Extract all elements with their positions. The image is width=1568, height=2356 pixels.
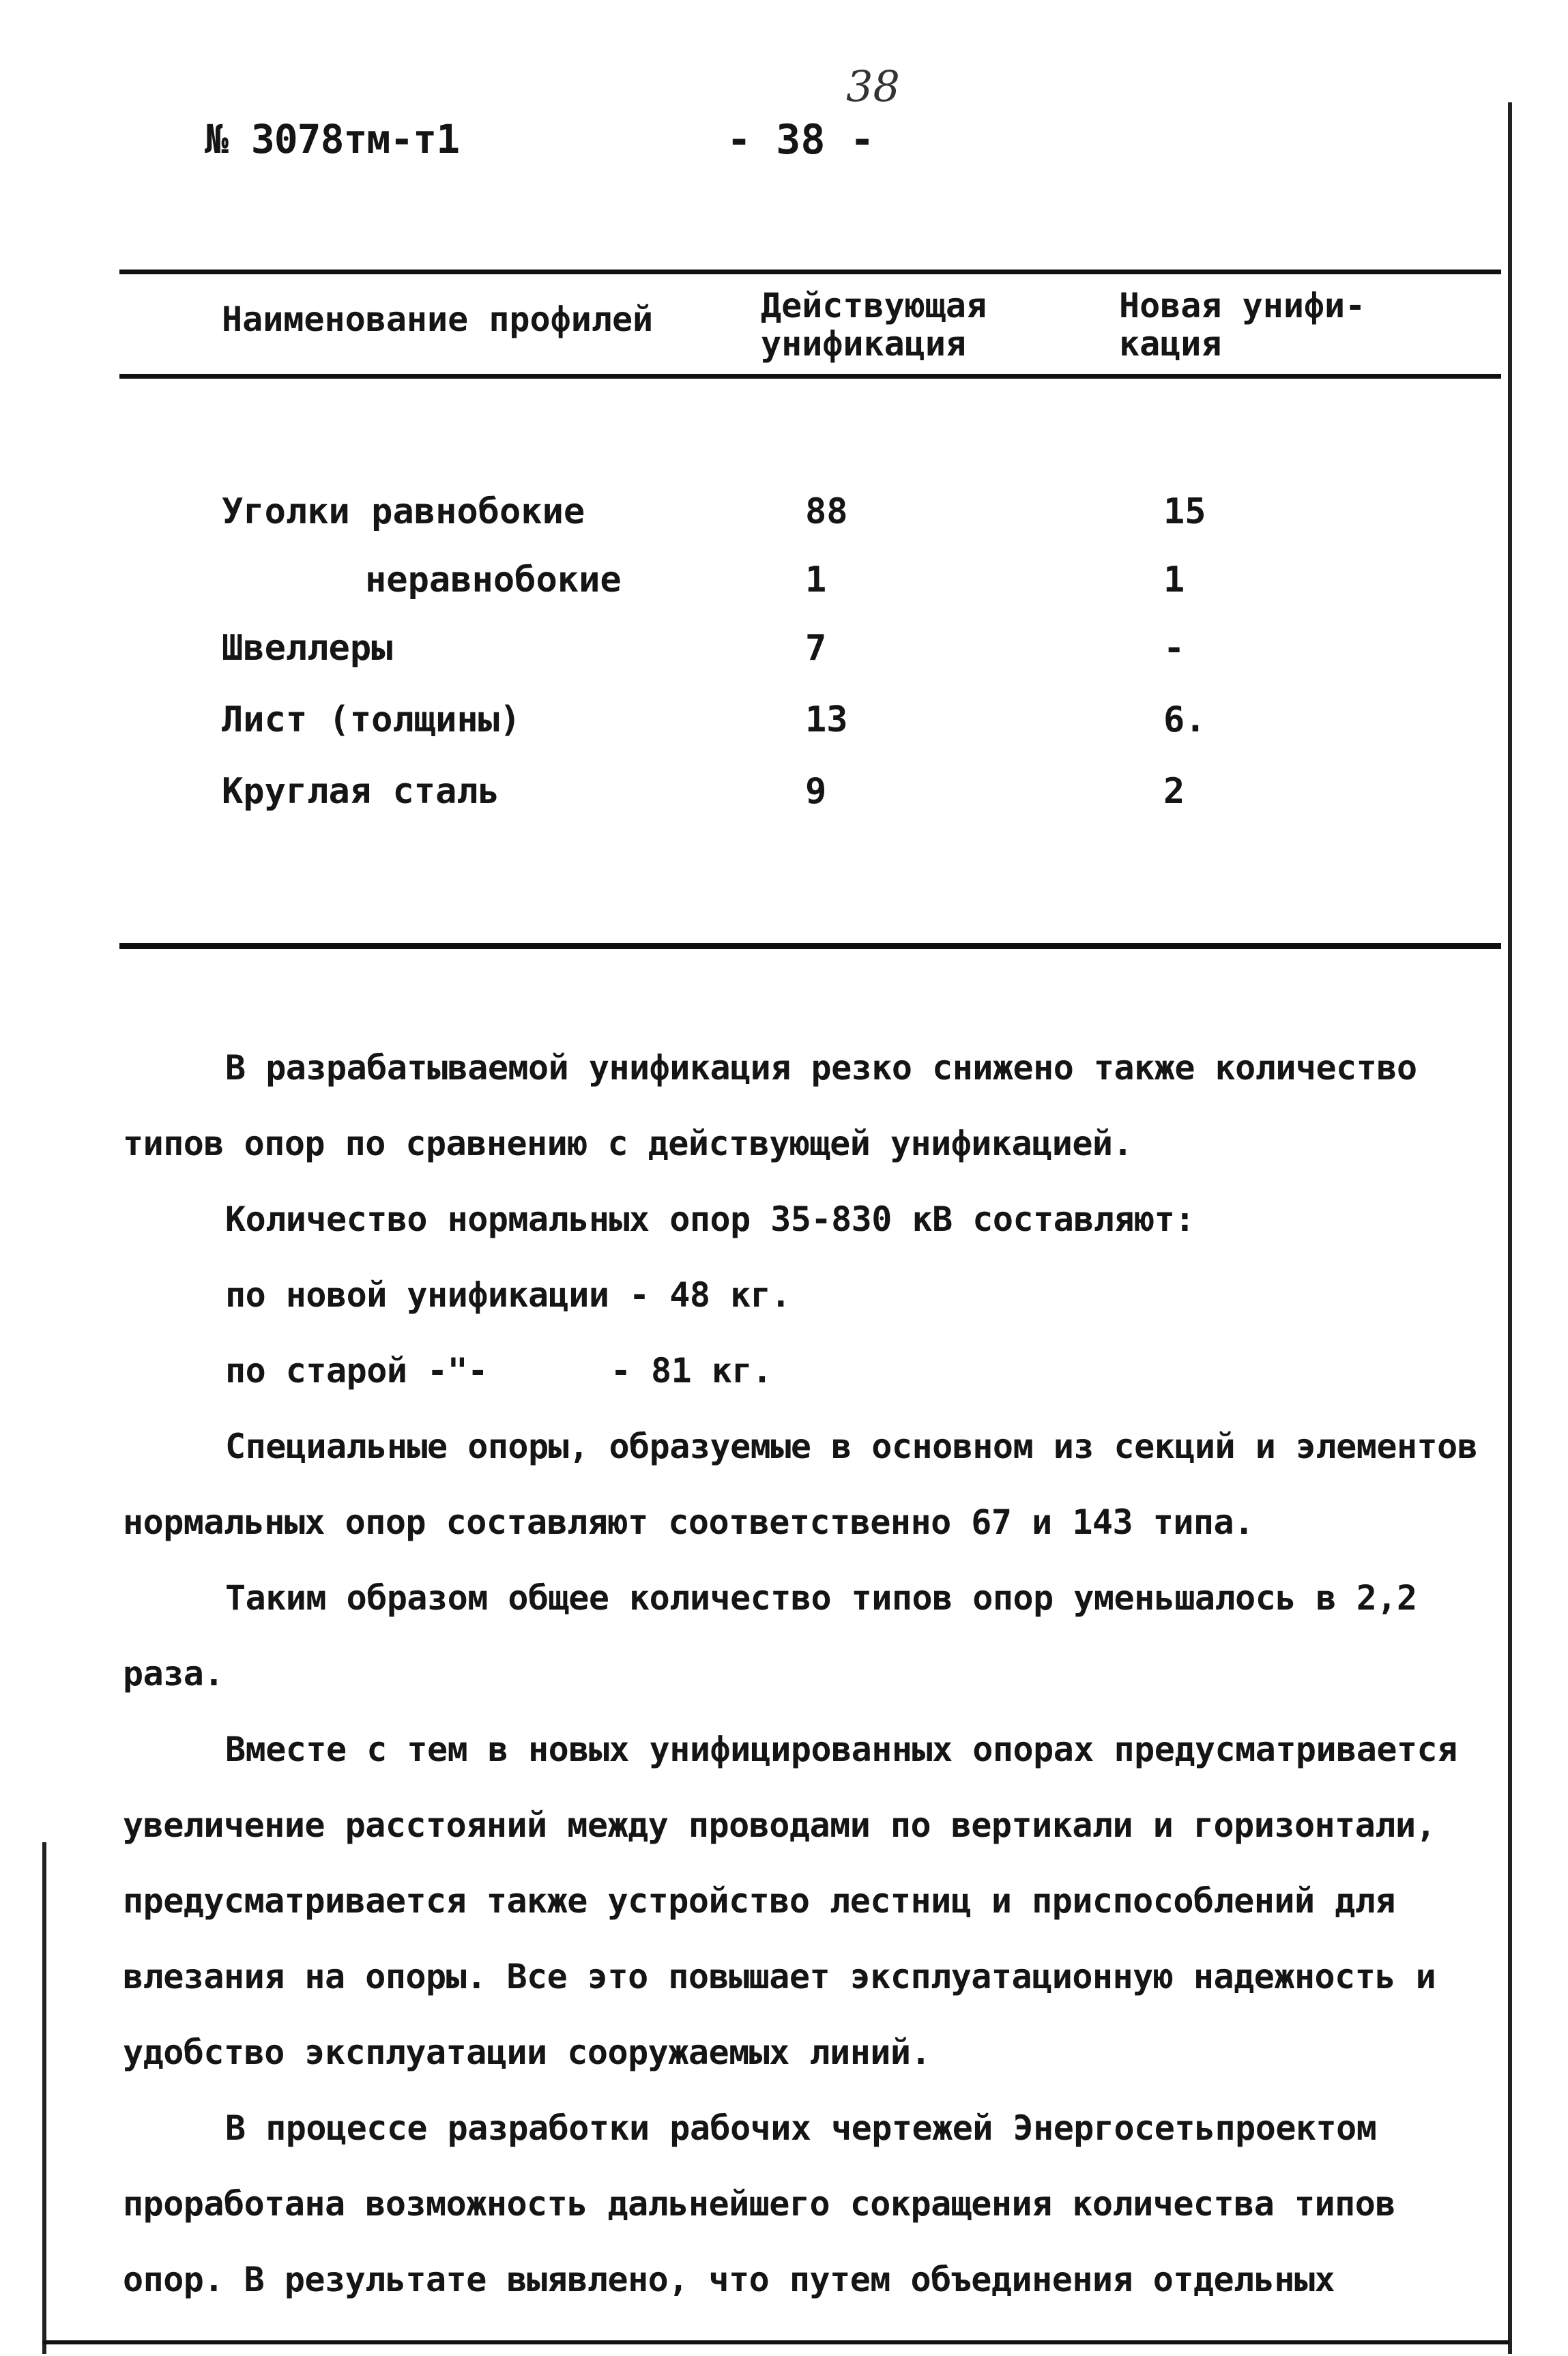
paragraph: по новой унификации - 48 кг. (225, 1275, 791, 1315)
table-row-new: 2 (1163, 771, 1185, 812)
table-row-new: 1 (1163, 559, 1185, 600)
table-row-name: Лист (толщины) (222, 699, 521, 740)
paragraph: В разрабатываемой унификация резко снижено также количество типов опор по сравнению с действующей унификацией. (123, 1048, 1417, 1163)
left-border-line (42, 1842, 46, 2354)
old-unification-label: по старой -"- (225, 1351, 488, 1391)
table-row-current: 7 (805, 628, 827, 669)
paragraph: Количество нормальных опор 35-830 кВ составляют: (225, 1199, 1195, 1239)
table-row-new: 15 (1163, 491, 1206, 532)
document-number: № 3078тм-т1 (205, 116, 460, 162)
bottom-border-line (42, 2340, 1509, 2344)
table-top-rule (119, 270, 1501, 274)
page-number: - 38 - (727, 116, 875, 164)
handwritten-page-number: 38 (846, 61, 900, 111)
body-text (123, 1030, 1501, 2318)
table-row-name: неравнобокие (365, 559, 622, 600)
paragraph: В процессе разработки рабочих чертежей Энергосетьпроектом проработана возможность дальнейшего сокращения количества типов опор. В результате выявлено, что путем объединения отдельных (123, 2108, 1395, 2299)
table-row-new: - (1163, 628, 1185, 669)
table-header-profile: Наименование профилей (222, 300, 654, 339)
table-row-current: 1 (805, 559, 827, 600)
table-row-new: 6. (1163, 699, 1206, 740)
table-row-current: 13 (805, 699, 848, 740)
table-row-name: Швеллеры (222, 628, 393, 669)
table-row-name: Уголки равнобокие (222, 491, 585, 532)
old-unification-value: - 81 кг. (610, 1351, 772, 1391)
paragraph: Специальные опоры, образуемые в основном из секций и элементов нормальных опор составляют соответственно 67 и 143 типа. (123, 1427, 1478, 1542)
table-bottom-rule (119, 943, 1501, 949)
paragraph: Таким образом общее количество типов опор уменьшалось в 2,2 раза. (123, 1578, 1417, 1693)
paragraph: Вместе с тем в новых унифицированных опорах предусматривается увеличение расстояний между проводами по вертикали и горизонтали, предусматривается также устройство лестниц и приспособлений для влезания на опоры. Все это повышает эксплуатационную надежность и удобство эксплуатации сооружаемых линий. (123, 1730, 1457, 2072)
right-border-line (1508, 102, 1512, 2354)
table-header-new: Новая унифи- кация (1119, 286, 1366, 364)
table-row-current: 9 (805, 771, 827, 812)
table-header-current: Действующая унификация (761, 286, 987, 364)
paragraph (123, 1333, 1501, 1409)
table-row-name: Круглая сталь (222, 771, 499, 812)
table-header-rule (119, 374, 1501, 379)
table-row-current: 88 (805, 491, 848, 532)
